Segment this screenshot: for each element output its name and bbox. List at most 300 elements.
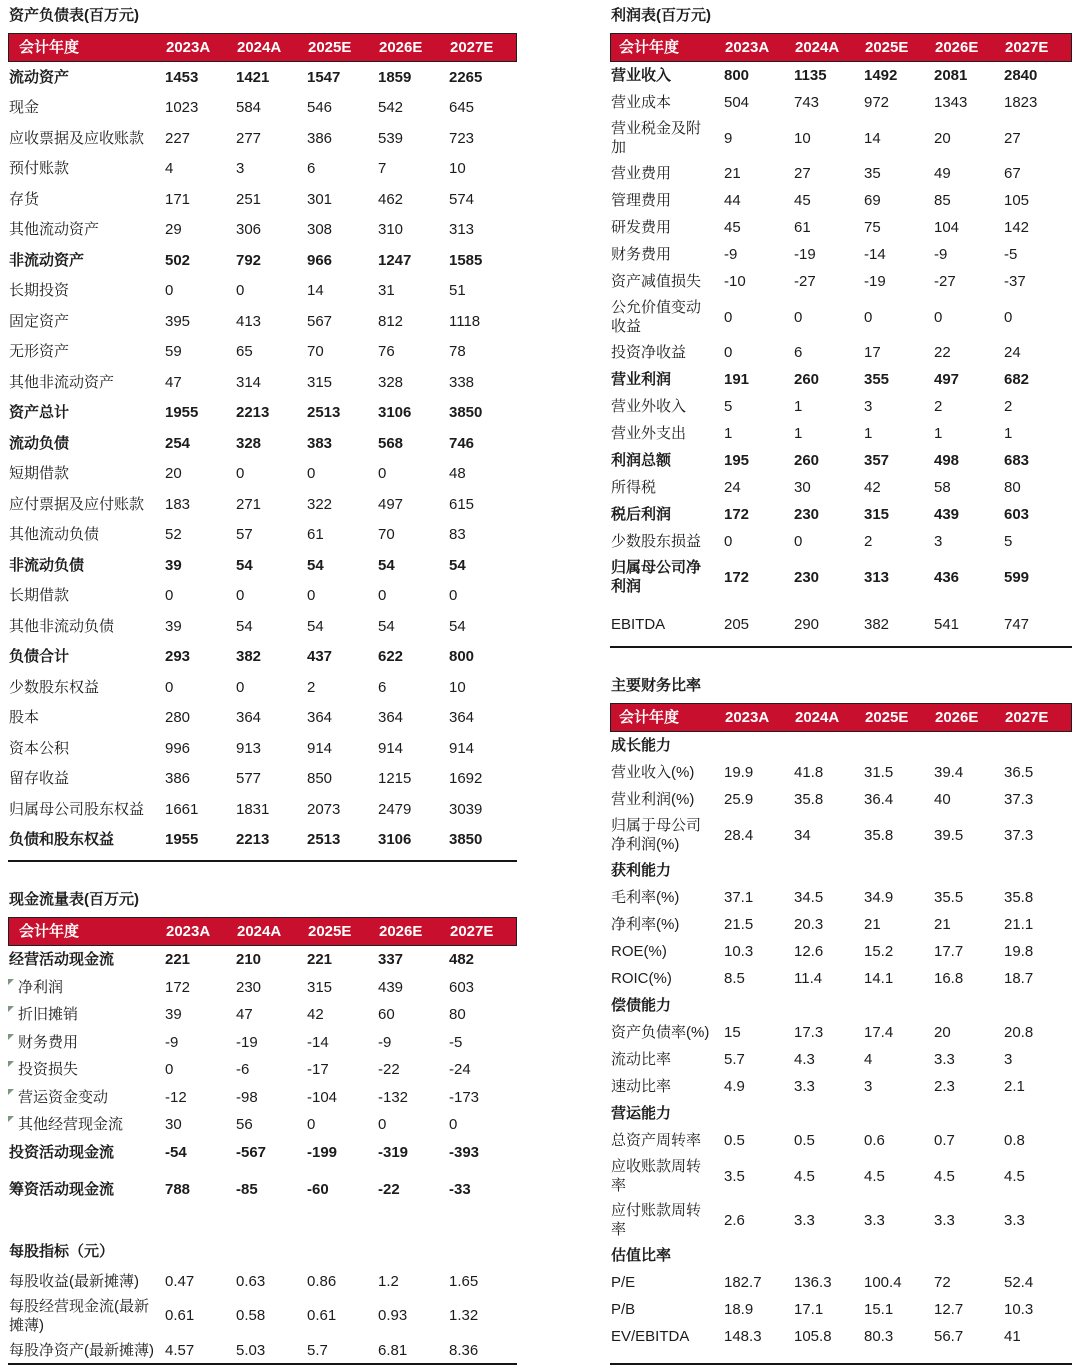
cell-value: 35.5: [934, 889, 964, 906]
cell-value: 914: [378, 739, 404, 757]
row-label: 营业费用: [611, 165, 672, 182]
table-row: [8, 367, 517, 398]
cell-value: 1: [1004, 425, 1013, 442]
row-label: 资本公积: [9, 739, 70, 757]
row-label: 短期借款: [9, 465, 70, 483]
cell-value: 599: [1004, 568, 1030, 586]
cell-value: 357: [864, 452, 890, 469]
cell-value: 395: [165, 312, 191, 330]
cell-value: 2.6: [724, 1211, 745, 1229]
cell-value: -54: [165, 1143, 187, 1161]
cell-value: 0: [236, 465, 245, 483]
cell-value: -199: [307, 1143, 338, 1161]
table-title: 现金流量表(百万元): [9, 891, 139, 908]
row-label: EV/EBITDA: [611, 1328, 690, 1345]
header-year-label: 会计年度: [619, 39, 680, 56]
cell-value: 20.8: [1004, 1024, 1034, 1041]
header-year-label: 会计年度: [619, 709, 680, 726]
table-row: [8, 1139, 517, 1167]
cell-value: 1.2: [378, 1272, 399, 1290]
row-label: 投资损失: [8, 1057, 165, 1082]
cell-value: -173: [449, 1088, 480, 1106]
table-row: [8, 1269, 517, 1294]
cell-value: 743: [794, 94, 820, 111]
cell-value: 0: [724, 344, 733, 361]
table-row: [610, 611, 1072, 638]
cell-value: 966: [307, 251, 333, 269]
cell-value: 10: [449, 160, 466, 178]
cell-value: 6.81: [378, 1341, 408, 1359]
formula-marker-icon: [8, 1116, 14, 1122]
cell-value: 3: [864, 398, 873, 415]
table-row: [8, 794, 517, 825]
table-title: 资产负债表(百万元): [9, 7, 139, 24]
row-label: 获利能力: [611, 862, 672, 879]
cell-value: 3850: [449, 831, 483, 849]
row-label: P/E: [611, 1274, 636, 1291]
cell-value: 0.5: [724, 1132, 745, 1149]
row-label: 无形资产: [9, 343, 70, 361]
cell-value: 148.3: [724, 1328, 762, 1345]
cell-value: 69: [864, 192, 881, 209]
cell-value: 31.5: [864, 764, 894, 781]
table-row: [610, 160, 1072, 187]
table-header-row: [8, 917, 517, 946]
table-row: [8, 337, 517, 368]
cell-value: -104: [307, 1088, 338, 1106]
row-label: 资产总计: [9, 404, 70, 422]
cell-value: 1118: [449, 312, 481, 330]
table-row: [8, 1338, 517, 1363]
cell-value: 260: [794, 371, 820, 388]
year-column-header: 2024A: [237, 923, 282, 940]
cell-value: 172: [724, 506, 750, 523]
cell-value: 800: [724, 67, 750, 84]
cell-value: 1.32: [449, 1307, 479, 1324]
row-label: 其他流动资产: [9, 221, 100, 239]
cell-value: 5: [1004, 533, 1013, 550]
cell-value: -10: [724, 273, 746, 290]
row-label: 每股经营现金流(最新摊薄): [9, 1297, 149, 1334]
table-row: [610, 786, 1072, 813]
table-row: [8, 550, 517, 581]
formula-marker-icon: [8, 979, 14, 985]
cell-value: 0: [165, 1061, 174, 1079]
row-label: 负债和股东权益: [9, 831, 115, 849]
cell-value: -132: [378, 1088, 409, 1106]
row-label: ROE(%): [611, 943, 667, 960]
table-row: [8, 611, 517, 642]
cell-value: 1.65: [449, 1272, 479, 1290]
cell-value: 4.3: [794, 1051, 815, 1068]
cell-value: 567: [307, 312, 333, 330]
row-label: ROIC(%): [611, 970, 672, 987]
cell-value: 1247: [378, 251, 412, 269]
table-row: [8, 1001, 517, 1029]
row-label: 每股净资产(最新摊薄): [9, 1341, 154, 1359]
row-label: 投资净收益: [611, 344, 687, 361]
cell-value: 747: [1004, 616, 1030, 633]
year-column-header: 2025E: [865, 39, 909, 56]
cell-value: 19.9: [724, 764, 754, 781]
cell-value: 191: [724, 371, 750, 388]
row-label: 营业外支出: [611, 425, 687, 442]
cell-value: 3.3: [1004, 1211, 1025, 1229]
cell-value: 35.8: [864, 826, 894, 844]
cell-value: 221: [307, 951, 333, 969]
cell-value: 277: [236, 129, 262, 147]
row-label: 财务费用: [611, 246, 672, 263]
cell-value: 230: [794, 568, 820, 586]
cell-value: 3: [864, 1078, 873, 1095]
row-label: 净利润: [8, 975, 165, 1000]
table-row: [610, 813, 1072, 857]
cell-value: 313: [449, 221, 475, 239]
cell-value: 56.7: [934, 1328, 964, 1345]
row-label: 流动资产: [9, 68, 70, 86]
cell-value: 1692: [449, 770, 483, 788]
cell-value: 306: [236, 221, 262, 239]
cell-value: 364: [449, 709, 475, 727]
cell-value: 76: [378, 343, 395, 361]
cell-value: 682: [1004, 371, 1030, 388]
cell-value: 3: [934, 533, 943, 550]
cell-value: 0: [794, 533, 803, 550]
cell-value: 39: [165, 1006, 182, 1024]
row-label: 营业收入(%): [611, 764, 695, 781]
cell-value: 1955: [165, 831, 199, 849]
table-row: [610, 732, 1072, 759]
cell-value: -12: [165, 1088, 187, 1106]
cell-value: 210: [236, 951, 262, 969]
table-row: [610, 366, 1072, 393]
cell-value: 54: [236, 556, 253, 574]
cell-value: 3039: [449, 800, 483, 818]
row-label: 公允价值变动收益: [611, 299, 702, 335]
cell-value: 0: [307, 1116, 316, 1134]
table-row: [610, 1242, 1072, 1269]
row-label: 资产负债率(%): [611, 1024, 710, 1041]
cell-value: 436: [934, 568, 960, 586]
table-row: [8, 306, 517, 337]
row-label: 股本: [9, 709, 40, 727]
cell-value: 42: [864, 479, 881, 496]
cell-value: 0: [165, 282, 174, 300]
cell-value: 75: [864, 219, 881, 236]
row-label: 营业外收入: [611, 398, 687, 415]
cell-value: 382: [864, 616, 890, 633]
table-row: [8, 1111, 517, 1139]
table-row: [8, 123, 517, 154]
cell-value: 3106: [378, 831, 412, 849]
cell-value: -19: [236, 1033, 258, 1051]
cell-value: 2: [934, 398, 943, 415]
table-row: [8, 520, 517, 551]
cell-value: 35.8: [1004, 889, 1034, 906]
cell-value: 10: [794, 129, 811, 147]
cell-value: 3.3: [794, 1211, 815, 1229]
cell-value: 9: [724, 129, 733, 147]
cell-value: 0: [307, 587, 316, 605]
table-row: [8, 1029, 517, 1057]
cell-value: 2: [864, 533, 873, 550]
formula-marker-icon: [8, 1089, 14, 1095]
cell-value: 80: [1004, 479, 1021, 496]
cell-value: 172: [165, 978, 191, 996]
table-row: [610, 1100, 1072, 1127]
cell-value: 0.86: [307, 1272, 337, 1290]
cell-value: 41: [1004, 1328, 1021, 1345]
cell-value: 322: [307, 495, 333, 513]
row-label: 营业成本: [611, 94, 672, 111]
cell-value: -567: [236, 1143, 267, 1161]
year-column-header: 2025E: [308, 923, 352, 940]
cell-value: -19: [794, 246, 816, 263]
table-row: [610, 1296, 1072, 1323]
year-column-header: 2027E: [450, 923, 494, 940]
cell-value: 996: [165, 739, 191, 757]
cell-value: 788: [165, 1181, 191, 1199]
row-label: 非流动资产: [9, 251, 85, 269]
cell-value: 0.6: [864, 1132, 885, 1149]
cell-value: 574: [449, 190, 475, 208]
cell-value: 182.7: [724, 1274, 762, 1291]
cell-value: 54: [307, 556, 324, 574]
cell-value: 338: [449, 373, 475, 391]
row-label: 筹资活动现金流: [9, 1181, 115, 1199]
cell-value: 21.5: [724, 916, 754, 933]
cell-value: 290: [794, 616, 820, 633]
row-label: 速动比率: [611, 1078, 672, 1095]
table-row: [610, 89, 1072, 116]
row-label: 营运资金变动: [8, 1085, 165, 1110]
cell-value: 54: [307, 617, 324, 635]
cell-value: 65: [236, 343, 253, 361]
cell-value: 0.8: [1004, 1132, 1025, 1149]
cell-value: 1: [864, 425, 873, 442]
cell-value: 1135: [794, 67, 827, 84]
cell-value: 2213: [236, 404, 270, 422]
table-row: [8, 459, 517, 490]
cell-value: 3.5: [724, 1167, 745, 1185]
cell-value: 21.1: [1004, 916, 1034, 933]
cell-value: 337: [378, 951, 404, 969]
cell-value: 2265: [449, 68, 483, 86]
cell-value: 1831: [236, 800, 270, 818]
cell-value: 1661: [165, 800, 199, 818]
cell-value: 83: [449, 526, 466, 544]
cell-value: 972: [864, 94, 890, 111]
row-label: 营业利润: [611, 371, 672, 388]
cell-value: 539: [378, 129, 404, 147]
cell-value: 20: [934, 1024, 951, 1041]
cell-value: 3850: [449, 404, 483, 422]
cell-value: 36.4: [864, 791, 894, 808]
cell-value: 0.61: [307, 1307, 337, 1324]
cell-value: 15: [724, 1024, 741, 1041]
table-row: [610, 474, 1072, 501]
row-label: 现金: [9, 99, 40, 117]
table-row: [610, 965, 1072, 992]
table-row: [8, 1294, 517, 1338]
cell-value: 746: [449, 434, 475, 452]
cell-value: 230: [794, 506, 820, 523]
table-row: [610, 447, 1072, 474]
table-row: [8, 245, 517, 276]
cell-value: 0: [864, 308, 873, 326]
cell-value: 30: [794, 479, 811, 496]
table-title: 利润表(百万元): [611, 7, 711, 24]
cell-value: 497: [934, 371, 960, 388]
cell-value: 0: [165, 678, 174, 696]
cell-value: 42: [307, 1006, 324, 1024]
table-row: [8, 1084, 517, 1112]
cell-value: 364: [236, 709, 262, 727]
cell-value: 251: [236, 190, 262, 208]
cell-value: 4.5: [934, 1167, 955, 1185]
cell-value: 314: [236, 373, 262, 391]
table-row: [610, 528, 1072, 555]
table-row: [8, 276, 517, 307]
cell-value: 61: [794, 219, 811, 236]
formula-marker-icon: [8, 1061, 14, 1067]
table-title: 主要财务比率: [611, 677, 702, 694]
cell-value: 67: [1004, 165, 1021, 182]
cell-value: 850: [307, 770, 333, 788]
cell-value: 1547: [307, 68, 341, 86]
cell-value: 2.3: [934, 1078, 955, 1095]
cell-value: 0.7: [934, 1132, 955, 1149]
cell-value: 4.5: [1004, 1167, 1025, 1185]
cell-value: -9: [378, 1033, 392, 1051]
table-row: [610, 1323, 1072, 1350]
table-header-row: [610, 33, 1072, 62]
year-column-header: 2024A: [795, 709, 840, 726]
row-label: 其他非流动资产: [9, 373, 115, 391]
cell-value: 1955: [165, 404, 199, 422]
cell-value: 142: [1004, 219, 1030, 236]
cell-value: -37: [1004, 273, 1026, 290]
right-column: [610, 6, 1072, 1365]
cell-value: 603: [449, 978, 475, 996]
cell-value: -5: [449, 1033, 463, 1051]
cell-value: 17.7: [934, 943, 964, 960]
cell-value: 5.7: [307, 1341, 328, 1359]
cell-value: 40: [934, 791, 951, 808]
cell-value: 280: [165, 709, 191, 727]
cell-value: 6: [378, 678, 387, 696]
row-label: 投资活动现金流: [9, 1143, 115, 1161]
cell-value: 105: [1004, 192, 1030, 209]
table-row: [610, 1046, 1072, 1073]
cell-value: 5.03: [236, 1341, 266, 1359]
cell-value: 1: [724, 425, 733, 442]
row-label: 其他流动负债: [9, 526, 100, 544]
row-label: 应收账款周转率: [611, 1158, 702, 1194]
table-row: [8, 946, 517, 974]
cell-value: 1859: [378, 68, 412, 86]
cell-value: 41.8: [794, 764, 824, 781]
year-column-header: 2026E: [935, 39, 979, 56]
cell-value: 54: [449, 556, 466, 574]
table-row: [610, 555, 1072, 599]
cell-value: 3.3: [794, 1078, 815, 1095]
cell-value: 0.47: [165, 1272, 195, 1290]
row-label: EBITDA: [611, 616, 666, 633]
cell-value: 328: [378, 373, 404, 391]
cell-value: 227: [165, 129, 191, 147]
cell-value: 4: [864, 1051, 873, 1068]
cell-value: 12.6: [794, 943, 824, 960]
cell-value: 17: [864, 344, 881, 361]
cell-value: -27: [934, 273, 956, 290]
cell-value: 0.93: [378, 1307, 408, 1324]
cell-value: 584: [236, 99, 262, 117]
cell-value: 80: [449, 1006, 466, 1024]
cell-value: 812: [378, 312, 404, 330]
cell-value: 4.5: [794, 1167, 815, 1185]
cell-value: 541: [934, 616, 960, 633]
cell-value: -319: [378, 1143, 409, 1161]
cell-value: 72: [934, 1274, 951, 1291]
cell-value: 104: [934, 219, 960, 236]
row-label: 长期投资: [9, 282, 70, 300]
income-statement-table: [610, 6, 1072, 648]
table-row: [8, 489, 517, 520]
cell-value: 0: [236, 678, 245, 696]
row-label: 经营活动现金流: [9, 951, 115, 969]
cell-value: 437: [307, 648, 333, 666]
table-row: [8, 62, 517, 93]
table-row: [8, 215, 517, 246]
cell-value: 12.7: [934, 1301, 964, 1318]
cell-value: 58: [934, 479, 951, 496]
cell-value: -27: [794, 273, 816, 290]
cell-value: 35: [864, 165, 881, 182]
cell-value: 44: [724, 192, 741, 209]
cell-value: 2213: [236, 831, 270, 849]
table-row: [610, 1127, 1072, 1154]
row-label: 估值比率: [611, 1247, 672, 1264]
row-label: 营业税金及附加: [611, 120, 702, 156]
cell-value: 913: [236, 739, 262, 757]
cell-value: 482: [449, 951, 475, 969]
cell-value: 1421: [236, 68, 270, 86]
cell-value: 313: [864, 568, 890, 586]
cell-value: 52: [165, 526, 182, 544]
cell-value: 60: [378, 1006, 395, 1024]
cell-value: 31: [378, 282, 395, 300]
cell-value: 3106: [378, 404, 412, 422]
cell-value: 0: [934, 308, 943, 326]
cell-value: 28.4: [724, 826, 754, 844]
table-row: [8, 398, 517, 429]
cell-value: 17.4: [864, 1024, 894, 1041]
cell-value: 800: [449, 648, 475, 666]
row-label: 成长能力: [611, 737, 672, 754]
cell-value: 2081: [934, 67, 968, 84]
cell-value: 171: [165, 190, 191, 208]
cell-value: 59: [165, 343, 182, 361]
cell-value: 51: [449, 282, 466, 300]
table-row: [610, 938, 1072, 965]
cell-value: 47: [165, 373, 182, 391]
header-year-label: 会计年度: [19, 923, 80, 940]
cell-value: 504: [724, 94, 750, 111]
row-label: 每股收益(最新摊薄): [9, 1272, 139, 1290]
table-row: [610, 884, 1072, 911]
table-row: [8, 642, 517, 673]
